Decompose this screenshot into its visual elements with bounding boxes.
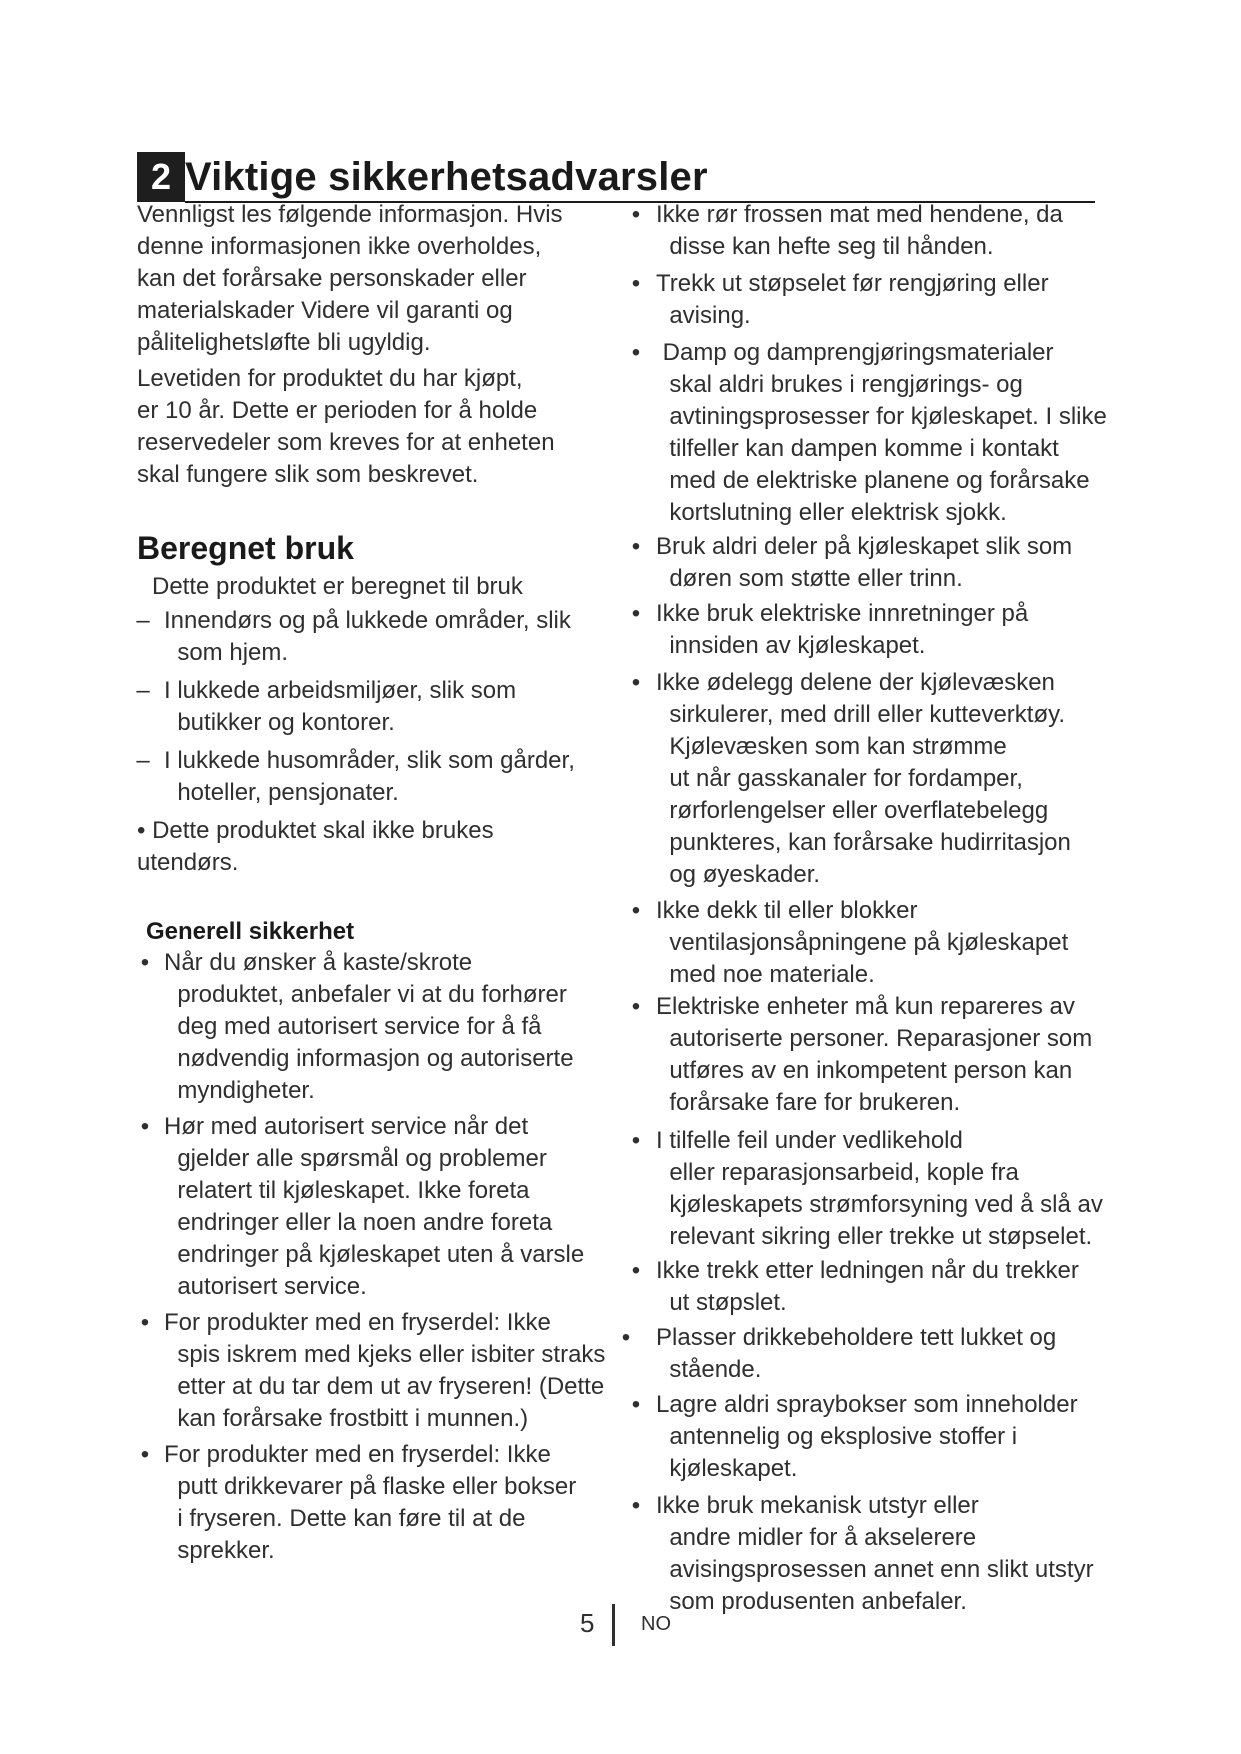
dash-marker: – [136, 677, 150, 704]
safety-bullet-item: Plasser drikkebeholdere tett lukket og stående. [656, 1324, 1057, 1383]
bullet-marker: • [621, 1324, 631, 1351]
dash-list-item: I lukkede arbeidsmiljøer, slik som butikker og kontorer. [164, 677, 517, 736]
bullet-marker: • [631, 600, 641, 627]
safety-bullet-item: Elektriske enheter må kun repareres av autoriserte personer. Reparasjoner som utføres av en inkompetent person kan forårsake fare for brukeren. [656, 993, 1093, 1116]
dash-list-item: I lukkede husområder, slik som gårder, hoteller, pensjonater. [164, 747, 575, 806]
intended-use-intro: Dette produktet er beregnet til bruk [152, 573, 523, 600]
page-number-divider [612, 1604, 615, 1646]
page-number: 5 [580, 1608, 595, 1638]
safety-bullet-item: I tilfelle feil under vedlikehold eller reparasjonsarbeid, kople fra kjøleskapets strømforsyning ved å slå av relevant sikring eller trekke ut støpselet. [656, 1127, 1103, 1250]
safety-bullet-item: Ikke ødelegg delene der kjølevæsken sirkulerer, med drill eller kutteverktøy. Kjølevæsken som kan strømme ut når gasskanaler for fordamper, rørforlengelser eller overflatebelegg punkteres, kan forårsake hudirritasjon og øyeskader. [656, 669, 1071, 888]
section-header [137, 152, 1097, 202]
safety-bullet-item: Når du ønsker å kaste/skrote produktet, anbefaler vi at du forhører deg med autorisert service for å få nødvendig informasjon og autoriserte myndigheter. [164, 949, 574, 1104]
safety-bullet-item: Ikke bruk mekanisk utstyr eller andre midler for å akselerere avisingsprosessen annet enn slikt utstyr som produsenten anbefaler. [656, 1492, 1094, 1615]
dash-marker: – [136, 747, 150, 774]
safety-bullet-item: Hør med autorisert service når det gjelder alle spørsmål og problemer relatert til kjøleskapet. Ikke foreta endringer eller la noen andre foreta endringer på kjøleskapet uten å varsle autorisert service. [164, 1113, 585, 1300]
section-title: Viktige sikkerhetsadvarsler [185, 155, 708, 199]
safety-bullet-item: For produkter med en fryserdel: Ikke spis iskrem med kjeks eller isbiter straks etter at du tar dem ut av fryseren! (Dette kan forårsake frostbitt i munnen.) [164, 1309, 606, 1432]
safety-bullet-item: Ikke dekk til eller blokker ventilasjonsåpningene på kjøleskapet med noe materiale. [656, 897, 1069, 988]
intro-paragraph-2: Levetiden for produktet du har kjøpt, er 10 år. Dette er perioden for å holde reservedeler som kreves for at enheten skal fungere slik som beskrevet. [137, 365, 555, 488]
safety-bullet-item: Lagre aldri spraybokser som inneholder antennelig og eksplosive stoffer i kjøleskapet. [656, 1391, 1078, 1482]
bullet-marker: • [631, 1391, 641, 1418]
bullet-marker: • [631, 669, 641, 696]
bullet-marker: • [140, 1113, 150, 1140]
bullet-marker: • [631, 1127, 641, 1154]
general-safety-heading: Generell sikkerhet [146, 918, 355, 945]
intended-use-heading: Beregnet bruk [137, 530, 354, 566]
safety-bullet-item: Ikke bruk elektriske innretninger på innsiden av kjøleskapet. [656, 600, 1029, 659]
bullet-marker: • [140, 1441, 150, 1468]
bullet-marker: • [631, 1492, 641, 1519]
dash-marker: – [136, 607, 150, 634]
outdoor-use-note: • Dette produktet skal ikke brukes utendørs. [137, 817, 494, 876]
bullet-marker: • [631, 201, 641, 228]
safety-bullet-item: Ikke rør frossen mat med hendene, da disse kan hefte seg til hånden. [656, 201, 1063, 260]
bullet-marker: • [140, 949, 150, 976]
bullet-marker: • [631, 270, 641, 297]
bullet-marker: • [631, 1257, 641, 1284]
safety-bullet-item: Damp og damprengjøringsmaterialer skal aldri brukes i rengjørings- og avtiningsprosesser for kjøleskapet. I slike tilfeller kan dampen komme i kontakt med de elektriske planene og forårsake kortslutning eller elektrisk sjokk. [662, 339, 1107, 526]
safety-bullet-item: Bruk aldri deler på kjøleskapet slik som døren som støtte eller trinn. [656, 533, 1073, 592]
safety-bullet-item: Ikke trekk etter ledningen når du trekker ut støpslet. [656, 1257, 1079, 1316]
safety-bullet-item: Trekk ut støpselet før rengjøring eller avising. [656, 270, 1049, 329]
bullet-marker: • [140, 1309, 150, 1336]
language-code: NO [641, 1613, 671, 1635]
dash-list-item: Innendørs og på lukkede områder, slik som hjem. [164, 607, 571, 666]
intro-paragraph-1: Vennligst les følgende informasjon. Hvis denne informasjonen ikke overholdes, kan det forårsake personskader eller materialskader Videre vil garanti og pålitelighetsløfte bli ugyldig. [137, 201, 563, 356]
section-number-badge: 2 [137, 152, 185, 202]
bullet-marker: • [631, 897, 641, 924]
bullet-marker: • [631, 993, 641, 1020]
bullet-marker: • [631, 339, 641, 366]
safety-bullet-item: For produkter med en fryserdel: Ikke putt drikkevarer på flaske eller bokser i fryseren. Dette kan føre til at de sprekker. [164, 1441, 577, 1564]
bullet-marker: • [631, 533, 641, 560]
